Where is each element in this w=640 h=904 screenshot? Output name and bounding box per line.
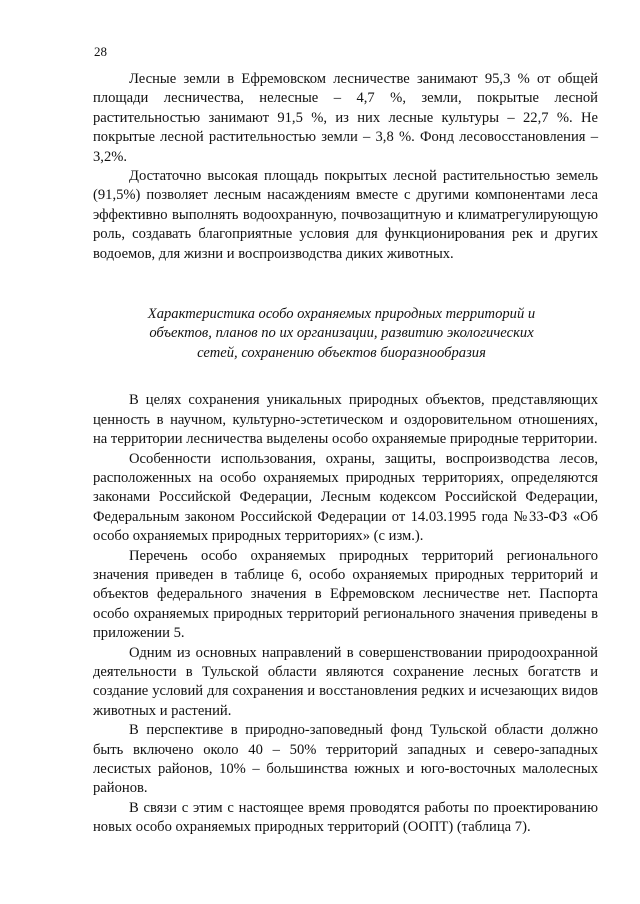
paragraph-legal-basis: Особенности использования, охраны, защиты, воспроизводства лесов, расположенных на особо охраняемых природных территориях, определяются законами Российской Федерации, Лесным кодексом Российской Федерации, Федеральным законом Российской Федерации от 14.03.1995 года №33-ФЗ «Об особо охраняемых природных территориях» (с изм.). bbox=[93, 450, 598, 545]
text-block-forest-lands bbox=[93, 70, 598, 838]
paragraph-new-protected-areas: В связи с этим с настоящее время проводятся работы по проектированию новых особо охраняемых природных территорий (ООПТ) (таблица 7). bbox=[93, 799, 598, 836]
paragraph-forest-cover-role: Достаточно высокая площадь покрытых лесной растительностью земель (91,5%) позволяет лесным насаждениям вместе с другими компонентами леса эффективно выполнять водоохранную, почвозащитную и климатрегулирующую роль, создавать благоприятные условия для функционирования рек и других водоемов, для жизни и воспроизводства диких животных. bbox=[93, 168, 598, 262]
paragraph-forest-land-shares: Лесные земли в Ефремовском лесничестве занимают 95,3 % от общей площади лесничества, нелесные – 4,7 %, земли, покрытые лесной растительностью занимают 91,5 %, из них лесные культуры – 22,7 %. Не покрытые лесной растительностью земли – 3,8 %. Фонд лесовосстановления – 3,2%. bbox=[93, 71, 598, 165]
paragraph-regional-list: Перечень особо охраняемых природных территорий регионального значения приведен в таблице 6, особо охраняемых природных территорий и объектов федерального значения в Ефремовском лесничестве нет. Паспорта особо охраняемых природных территорий регионального значения приведены в приложении 5. bbox=[93, 547, 598, 642]
paragraph-reserve-fund-outlook: В перспективе в природно-заповедный фонд Тульской области должно быть включено около 40 – 50% территорий западных и северо-западных лесистых районов, 10% – большинства южных и юго-восточных малолесных районов. bbox=[93, 722, 598, 797]
paragraph-protected-areas-purpose: В целях сохранения уникальных природных объектов, представляющих ценность в научном, культурно-эстетическом и оздоровительном отношениях, на территории лесничества выделены особо охраняемые природные территории. bbox=[93, 392, 598, 448]
section-heading-line-1: Характеристика особо охраняемых природных территорий и bbox=[147, 306, 536, 323]
page-number: 28 bbox=[94, 44, 107, 59]
paragraph-conservation-directions: Одним из основных направлений в совершенствовании природоохранной деятельности в Тульской области являются сохранение лесных богатств и создание условий для сохранения и восстановления редких и исчезающих видов животных и растений. bbox=[93, 644, 598, 719]
section-heading-line-2: объектов, планов по их организации, развитию экологических bbox=[149, 325, 534, 342]
section-heading bbox=[93, 305, 598, 363]
section-heading-line-3: сетей, сохранению объектов биоразнообразия bbox=[197, 344, 486, 361]
